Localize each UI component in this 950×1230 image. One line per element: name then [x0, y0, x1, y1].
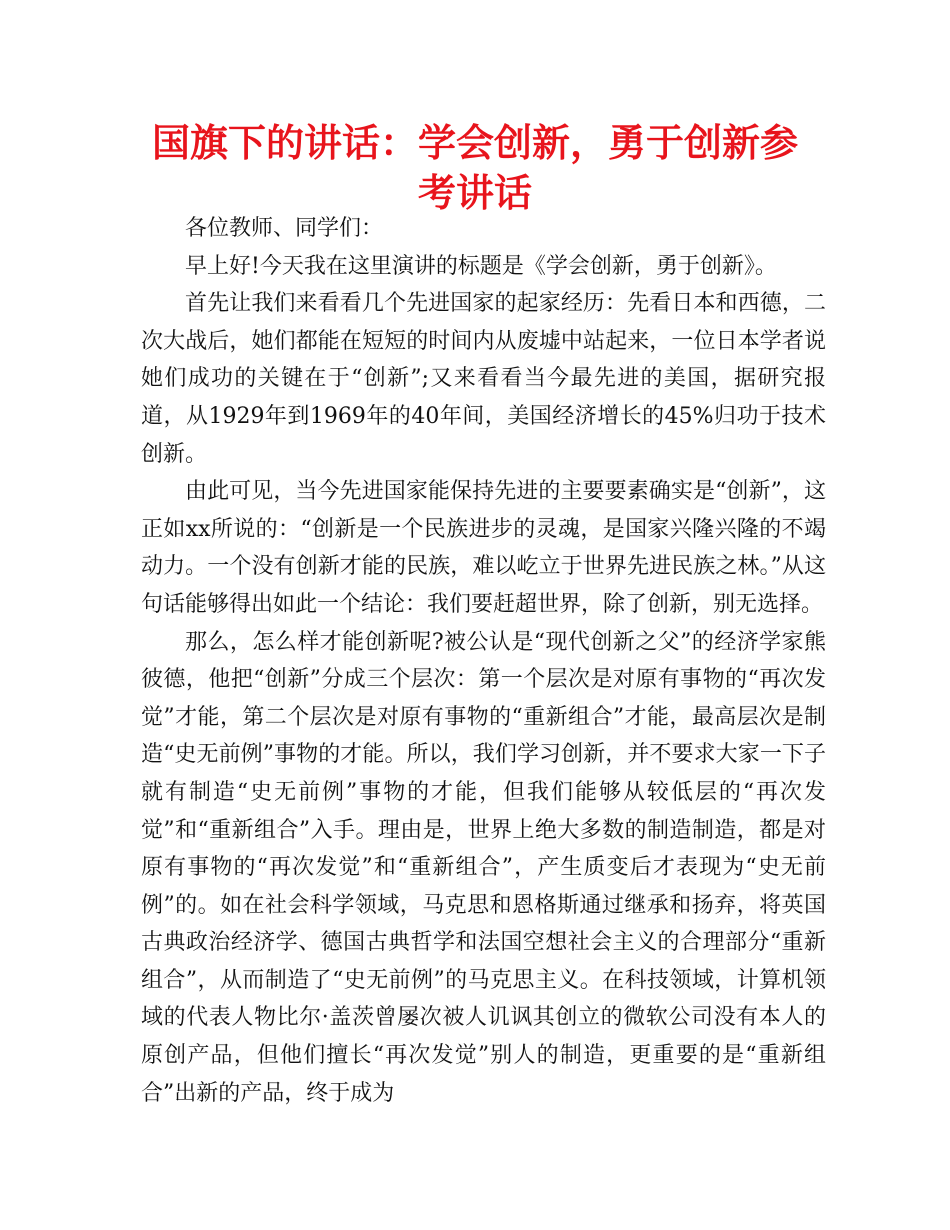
paragraph-examples: 首先让我们来看看几个先进国家的起家经历：先看日本和西德，二次大战后，她们都能在短短的时间内从废墟中站起来，一位日本学者说她们成功的关键在于“创新”;又来看看当今最先进的美国，据研究报道，从1929年到1969年的40年间，美国经济增长的45%归功于技术创新。: [141, 291, 826, 467]
paragraph-opening: 早上好!今天我在这里演讲的标题是《学会创新，勇于创新》。: [185, 253, 777, 279]
document-body: [141, 210, 826, 1112]
paragraph-how-to-innovate: 那么，怎么样才能创新呢?被公认是“现代创新之父”的经济学家熊彼德，他把“创新”分成三个层次：第一个层次是对原有事物的“再次发觉”才能，第二个层次是对原有事物的“重新组合”才能，最高层次是制造“史无前例”事物的才能。所以，我们学习创新，并不要求大家一下子就有制造“史无前例”事物的才能，但我们能够从较低层的“再次发觉”和“重新组合”入手。理由是，世界上绝大多数的制造制造，都是对原有事物的“再次发觉”和“重新组合”，产生质变后才表现为“史无前例”的。如在社会科学领域，马克思和恩格斯通过继承和扬弃，将英国古典政治经济学、德国古典哲学和法国空想社会主义的合理部分“重新组合”，从而制造了“史无前例”的马克思主义。在科技领域，计算机领域的代表人物比尔·盖茨曾屡次被人讥讽其创立的微软公司没有本人的原创产品，但他们擅长“再次发觉”别人的制造，更重要的是“重新组合”出新的产品，终于成为: [141, 629, 826, 1106]
paragraph-greeting: 各位教师、同学们：: [185, 216, 384, 241]
document-title: 国旗下的讲话：学会创新，勇于创新参考讲话: [151, 121, 798, 215]
paragraph-conclusion: 由此可见，当今先进国家能保持先进的主要要素确实是“创新”，这正如xx所说的：“创新是一个民族进步的灵魂，是国家兴隆兴隆的不竭动力。一个没有创新才能的民族，难以屹立于世界先进民族之林。”从这句话能够得出如此一个结论：我们要赶超世界，除了创新，别无选择。: [141, 479, 826, 617]
